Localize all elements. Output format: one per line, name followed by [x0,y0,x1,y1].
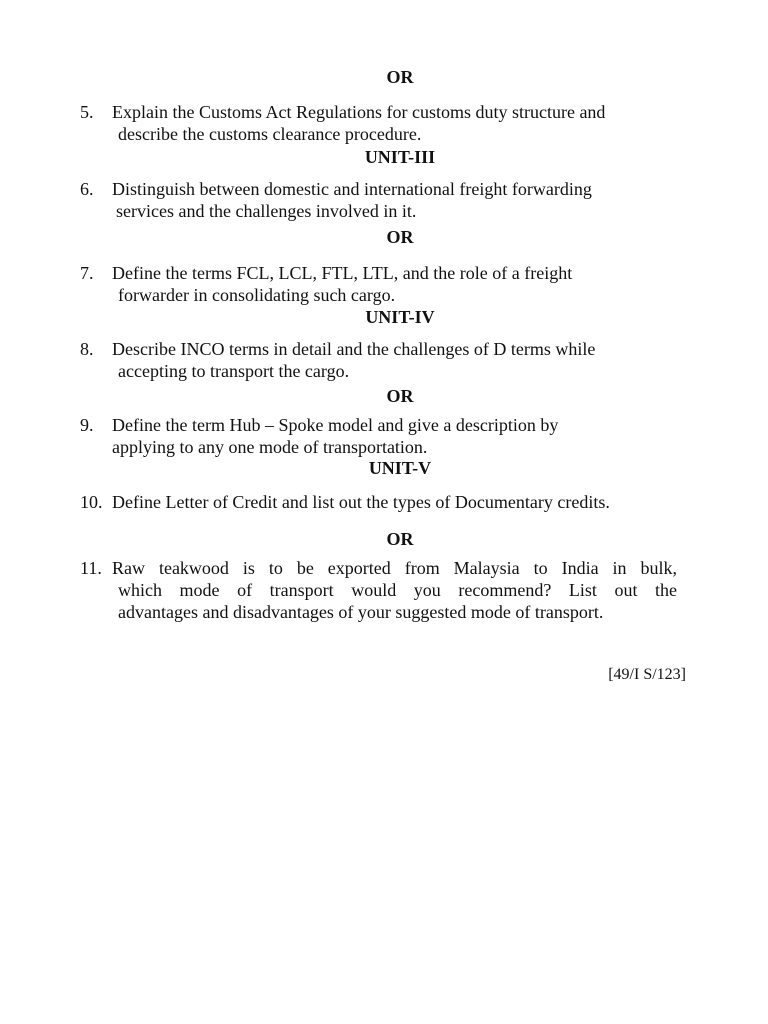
question-number: 11. [80,558,102,578]
or-heading-1: OR [386,67,414,87]
question-text-line: Distinguish between domestic and international freight forwarding [112,179,592,199]
question-number: 9. [80,415,94,435]
question-text-line: Raw teakwood is to be exported from Malaysia to India in bulk, [112,558,677,578]
question-text-line: services and the challenges involved in it. [116,201,417,221]
question-text-line: forwarder in consolidating such cargo. [118,285,396,305]
question-text-line: applying to any one mode of transportation. [112,437,428,457]
paper-code: [49/I S/123] [608,666,686,683]
question-number: 6. [80,179,94,199]
question-5 [80,101,678,145]
question-text-line: which mode of transport would you recommend? List out the [118,580,677,600]
question-number: 8. [80,339,94,359]
unit-v-heading: UNIT-V [368,458,432,478]
unit-iv-heading: UNIT-IV [365,307,435,327]
unit-iii-heading: UNIT-III [364,147,436,167]
question-text-line: Define the terms FCL, LCL, FTL, LTL, and the role of a freight [112,263,573,283]
question-text-line: Explain the Customs Act Regulations for customs duty structure and [112,102,606,122]
question-text-line: accepting to transport the cargo. [118,361,350,381]
question-number: 10. [80,492,103,512]
question-text-line: Define Letter of Credit and list out the types of Documentary credits. [112,492,610,512]
question-9 [80,414,678,458]
question-7 [80,262,678,306]
question-8 [80,338,678,382]
question-text-line: Describe INCO terms in detail and the challenges of D terms while [112,339,596,359]
or-heading-4: OR [386,529,414,549]
or-heading-2: OR [386,227,414,247]
or-heading-3: OR [386,386,414,406]
question-10 [80,491,678,513]
question-11 [80,557,678,623]
question-6 [80,178,678,222]
question-number: 7. [80,263,94,283]
question-text-line: Define the term Hub – Spoke model and give a description by [112,415,559,435]
question-text-line: advantages and disadvantages of your suggested mode of transport. [118,602,604,622]
question-text-line: describe the customs clearance procedure. [118,124,422,144]
question-number: 5. [80,102,94,122]
